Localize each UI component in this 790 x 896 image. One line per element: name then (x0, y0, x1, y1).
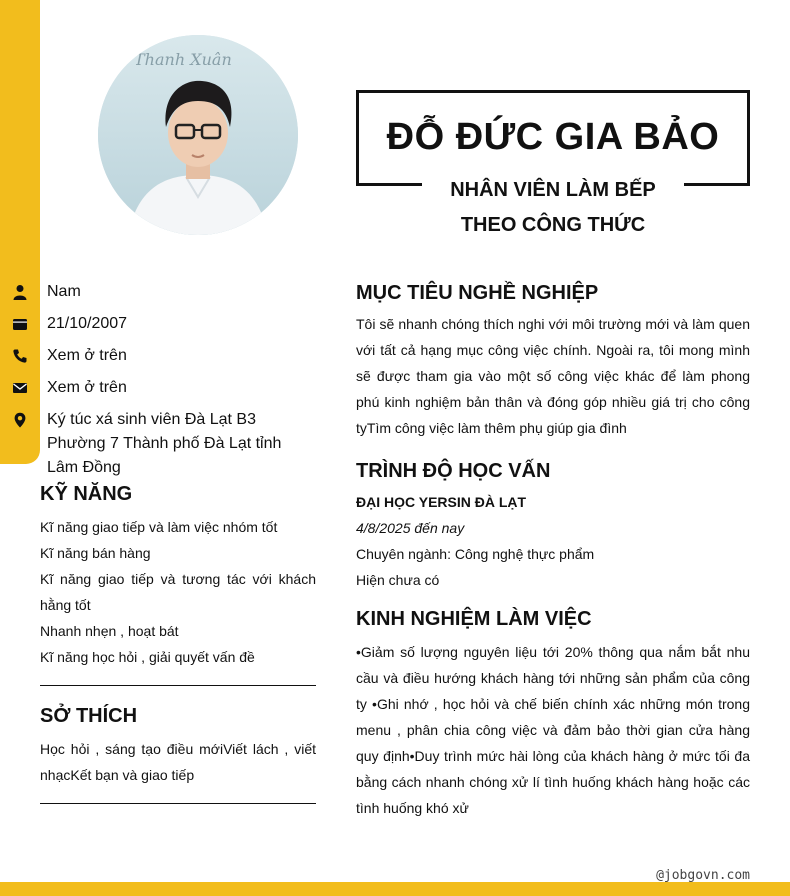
skill-item: Kĩ năng giao tiếp và làm việc nhóm tốt (40, 519, 278, 535)
skills-heading: KỸ NĂNG (40, 483, 133, 505)
hobbies-text: Học hỏi , sáng tạo điều mớiViết lách , viết nhạcKết bạn và giao tiếp (40, 741, 316, 783)
contact-email-text: Xem ở trên (47, 379, 127, 396)
skills-list (40, 514, 316, 670)
skill-item: Kĩ năng giao tiếp và tương tác với khách hằng tốt (40, 571, 316, 613)
skills-divider (40, 685, 316, 686)
skill-item: Nhanh nhẹn , hoạt bát (40, 623, 179, 639)
experience-heading: KINH NGHIỆM LÀM VIỆC (356, 608, 592, 630)
experience-text: •Giảm số lượng nguyên liệu tới 20% thông qua nắm bắt nhu cầu và điều hướng khách hàng tới những sản phẩm của công ty •Ghi nhớ , học hỏi và chế biến chính xác những món trong menu , phân chia công việc và đảm bảo thời gian cửa hàng quy định•Duy trình mức hài lòng của khách hàng ở mức tối đa bằng cách nhanh chóng xử lí tình huống khách hàng hoặc các tình huống khó xử (356, 644, 750, 816)
job-title-line-1: NHÂN VIÊN LÀM BẾP (450, 179, 656, 201)
contact-birthdate (0, 312, 316, 336)
job-title-line-2: THEO CÔNG THỨC (460, 214, 646, 236)
contact-phone-text: Xem ở trên (47, 347, 127, 364)
calendar-icon (0, 312, 40, 336)
hobbies-heading: SỞ THÍCH (40, 705, 138, 727)
person-icon (0, 280, 40, 304)
contact-birthdate-text: 21/10/2007 (47, 315, 128, 332)
contact-phone (0, 344, 316, 368)
education-block (356, 489, 750, 593)
hobbies-divider (40, 803, 316, 804)
email-icon (0, 376, 40, 400)
accent-footer-bar (0, 882, 790, 896)
education-period: 4/8/2025 đến nay (356, 520, 465, 536)
contact-gender-text: Nam (47, 283, 81, 300)
watermark-text: @jobgovn.com (656, 868, 750, 883)
objective-text: Tôi sẽ nhanh chóng thích nghi với môi trường mới và làm quen với tất cả hạng mục công việc chính. Ngoài ra, tôi mong mình sẽ được tham gia vào một số công việc khác để làm phong phú kinh nghiệm bản thân và đóng góp nhiều giá trị cho công tyTìm công việc làm thêm phụ giúp gia đình (356, 316, 750, 436)
location-pin-icon (0, 408, 40, 432)
education-status: Hiện chưa có (356, 572, 440, 588)
job-title (400, 173, 706, 243)
full-name: ĐỖ ĐỨC GIA BẢO (386, 116, 720, 158)
skill-item: Kĩ năng bán hàng (40, 545, 151, 561)
education-school: ĐẠI HỌC YERSIN ĐÀ LẠT (356, 494, 527, 510)
education-major: Chuyên ngành: Công nghệ thực phẩm (356, 546, 595, 562)
skill-item: Kĩ năng học hỏi , giải quyết vấn đề (40, 649, 255, 665)
education-heading: TRÌNH ĐỘ HỌC VẤN (356, 460, 551, 482)
contact-address (0, 408, 316, 480)
contact-address-text: Ký túc xá sinh viên Đà Lạt B3 Phường 7 Thành phố Đà Lạt tỉnh Lâm Đồng (47, 411, 282, 476)
phone-icon (0, 344, 40, 368)
profile-photo (98, 35, 298, 235)
contact-gender (0, 280, 316, 304)
contact-email (0, 376, 316, 400)
photo-signature-text: Thanh Xuân (134, 50, 232, 69)
objective-heading: MỤC TIÊU NGHỀ NGHIỆP (356, 282, 599, 304)
